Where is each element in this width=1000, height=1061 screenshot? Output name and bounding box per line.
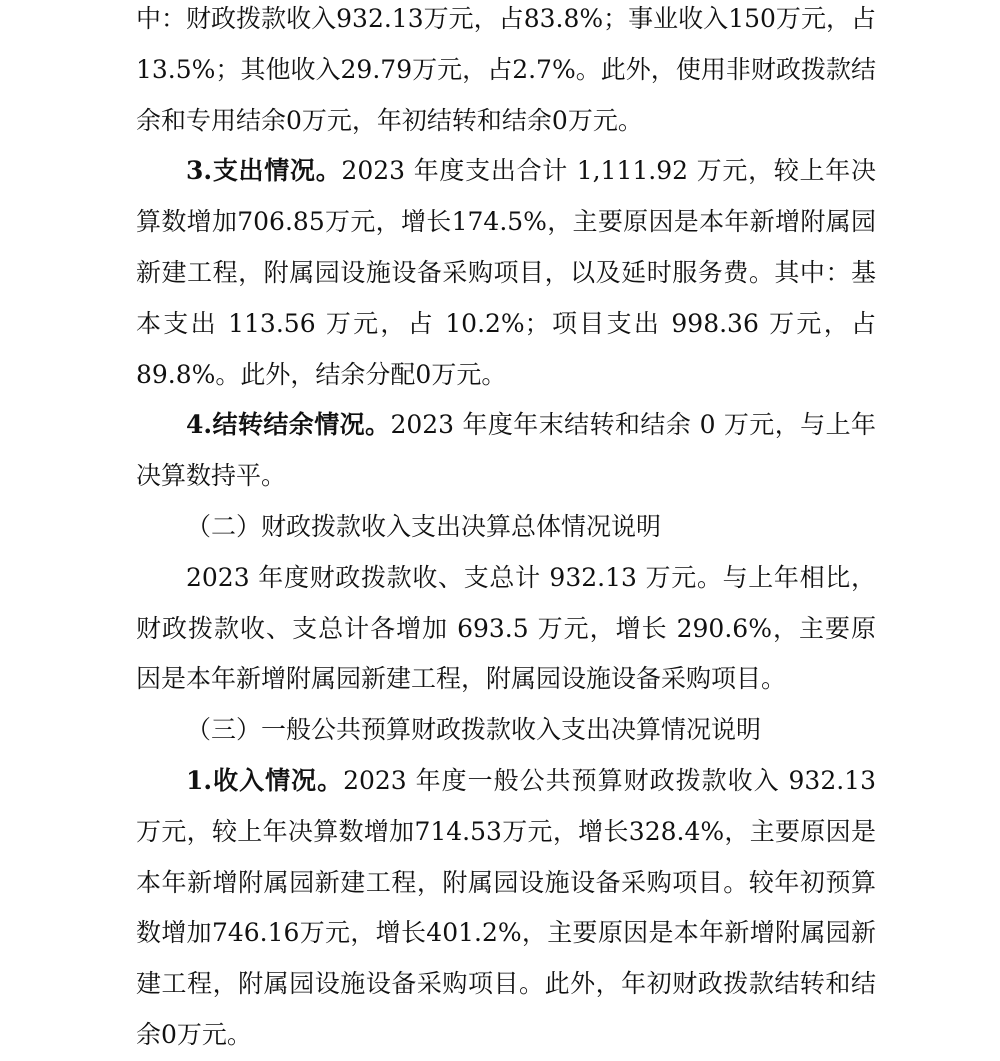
paragraph-heading: 1.收入情况。 [186,765,344,795]
paragraph-fiscal-overview: 2023 年度财政拨款收、支总计 932.13 万元。与上年相比，财政拨款收、支总计各增加 693.5 万元，增长 290.6%，主要原因是本年新增附属园新建工程，附属园设施设备采购项目。 [136,562,876,694]
paragraph-body: 2023 年度支出合计 1,111.92 万元，较上年决算数增加706.85万元，增长174.5%，主要原因是本年新增附属园新建工程，附属园设施设备采购项目，以及延时服务费。其中：基本支出 113.56 万元，占 10.2%；项目支出 998.36 万元，占89.8%。此外，结余分配0万元。 [136,156,876,389]
paragraph-heading: 4.结转结余情况。 [186,410,391,440]
paragraph-body: 2023 年度年末结转和结余 0 万元，与上年决算数持平。 [136,410,876,491]
paragraph-income-breakdown: 中：财政拨款收入932.13万元，占83.8%；事业收入150万元，占13.5%；其他收入29.79万元，占2.7%。此外，使用非财政拨款结余和专用结余0万元，年初结转和结余0万元。 [136,4,876,135]
paragraph-heading: 3.支出情况。 [186,156,342,186]
section-title-fiscal-overview: （二）财政拨款收入支出决算总体情况说明 [186,511,662,541]
document-page [136,0,876,1061]
paragraph-carryover [136,400,876,502]
paragraph-expenditure [136,146,876,400]
paragraph-general-budget-income [136,756,876,1061]
section-title-general-budget: （三）一般公共预算财政拨款收入支出决算情况说明 [186,715,762,745]
paragraph-body: 2023 年度一般公共预算财政拨款收入 932.13 万元，较上年决算数增加714.53万元，增长328.4%，主要原因是本年新增附属园新建工程，附属园设施设备采购项目。较年初预算数增加746.16万元，增长401.2%，主要原因是本年新增附属园新建工程，附属园设施设备采购项目。此外，年初财政拨款结转和结余0万元。 [136,765,876,1049]
